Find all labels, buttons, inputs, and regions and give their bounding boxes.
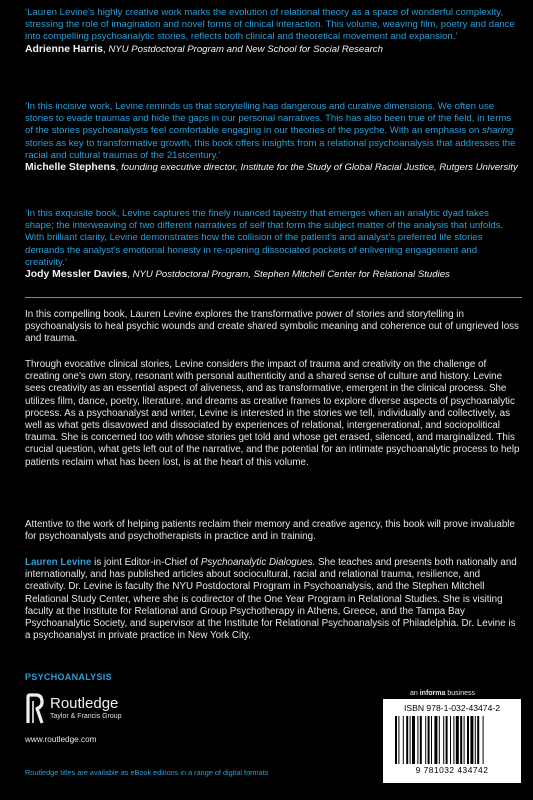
endorser-affiliation: NYU Postdoctoral Program and New School for Social Research <box>108 43 383 55</box>
endorser-affiliation: NYU Postdoctoral Program, Stephen Mitchell Center for Relational Studies <box>132 269 450 281</box>
publisher-name: Routledge <box>50 695 119 712</box>
endorser-name: Adrienne Harris <box>25 43 103 55</box>
endorser-name: Michelle Stephens <box>25 162 116 174</box>
endorsement-attribution: Jody Messler Davies, NYU Postdoctoral Program, Stephen Mitchell Center for Relational Studies <box>25 269 450 281</box>
endorser-affiliation: founding executive director, Institute for the Study of Global Racial Justice, Rutgers University <box>121 162 518 174</box>
endorsement-3 <box>25 208 520 281</box>
endorsement-quote <box>25 101 520 162</box>
barcode-digits: 9 781032 434742 <box>415 765 489 775</box>
bio-text: is joint Editor-in-Chief of <box>91 557 201 568</box>
endorser-name: Jody Messler Davies <box>25 269 128 281</box>
journal-title: Psychoanalytic Dialogues. <box>200 557 316 568</box>
endorsement-quote: ‘In this exquisite book, Levine captures the finely nuanced tapestry that emerges when an analytic dyad takes shape; the interweaving of two different narratives of self that form the subject matter of the analysis that unfolds. With brilliant clarity, Levine demonstrates how the collision of the patient’s and analyst’s preferred life stories demands the analyst’s emotional honesty in re-opening dissociated pockets of enlivening engagement and creativity.’ <box>25 208 504 268</box>
routledge-logo-icon <box>25 693 45 725</box>
informa-suffix: business <box>445 690 475 697</box>
endorsement-1 <box>25 7 520 56</box>
publisher-logo <box>25 692 155 730</box>
description-paragraph: Through evocative clinical stories, Levine considers the impact of trauma and creativity on the challenge of creating one’s own story, resonant with personal authenticity and a shared sense of culture and history. Levine sees creativity as an essential aspect of aliveness, and as transformative, emergent in the clinical process. She utilizes film, dance, poetry, literature, and dreams as creative frames to explore diverse aspects of psychoanalytic process. As a psychoanalyst and writer, Levine is interested in the stories we tell, individually and collectively, as well as what gets disavowed and dissociated by experiences of relational, intergenerational, and sociopolitical trauma. She is concerned too with whose stories get told and whose get erased, silenced, and marginalized. This crucial question, what gets left out of the narrative, and the potential for an intimate psychoanalytic process to help patients reclaim what has been lost, is at the heart of this volume. <box>25 359 520 468</box>
informa-prefix: an <box>410 690 420 697</box>
isbn-number: ISBN 978-1-032-43474-2 <box>403 703 501 713</box>
ebook-note: Routledge titles are available as eBook editions in a range of digital formats <box>25 768 269 777</box>
isbn-barcode <box>383 699 521 783</box>
endorsement-attribution: Adrienne Harris, NYU Postdoctoral Program and New School for Social Research <box>25 43 383 55</box>
endorsement-2 <box>25 101 520 174</box>
endorsement-quote: ‘Lauren Levine’s highly creative work marks the evolution of relational theory as a space of wonderful complexity, stressing the role of imagination and novel forms of clinical interaction. This volume, weaving film, poetry and dance into compelling psychoanalytic stories, reflects both clinical and theoretical movement and expansion.’ <box>25 7 515 43</box>
publisher-group: Taylor & Francis Group <box>50 713 122 720</box>
endorsement-attribution: Michelle Stephens, founding executive director, Institute for the Study of Global Racial Justice, Rutgers University <box>25 162 518 174</box>
publisher-website[interactable]: www.routledge.com <box>25 735 97 744</box>
informa-brand: informa <box>419 690 446 697</box>
author-bio <box>25 557 520 642</box>
informa-tagline <box>410 690 475 697</box>
quote-part: ‘In this incisive work, Levine reminds us that storytelling has dangerous and curative dimensions. We often use stories to evade traumas and hide the gaps in our personal narratives. This has also been true of the field, in terms of the stories psychoanalysts feel comfortable engaging in our theories of the psyche. With an emphasis on <box>25 101 512 137</box>
quote-emphasis: sharing <box>482 125 514 137</box>
bio-text: She teaches and presents both nationally and internationally, and has published articles about sociocultural, racial and relational trauma, resilience, and creativity. Dr. Levine is faculty the NYU Postdoctoral Program in Psychoanalysis, and the Stephen Mitchell Relational Study Center, where she is codirector of the One Year Program in Relational Studies. She is visiting faculty at the Institute for Relational and Group Psychotherapy in Athens, Greece, and the Tampa Bay Psychoanalytic Society, and supervisor at the Institute for Relational Psychoanalysis of Philadelphia. Dr. Levine is a psychoanalyst in private practice in New York City. <box>25 557 517 642</box>
barcode-icon <box>395 716 509 766</box>
description-paragraph: Attentive to the work of helping patients reclaim their memory and creative agency, this book will prove invaluable for psychoanalysts and psychotherapists in practice and in training. <box>25 519 515 543</box>
author-name: Lauren Levine <box>25 557 92 568</box>
section-divider <box>25 297 522 298</box>
subject-category: PSYCHOANALYSIS <box>25 672 112 682</box>
description-paragraph: In this compelling book, Lauren Levine explores the transformative power of stories and storytelling in psychoanalysis to heal psychic wounds and create shared symbolic meaning and coherence out of ungrieved loss and trauma. <box>25 309 519 345</box>
quote-part: stories as key to transformative growth, this book offers insights from a relational psychoanalysis that addresses the racial and cultural traumas of the 21stcentury.’ <box>25 137 516 161</box>
